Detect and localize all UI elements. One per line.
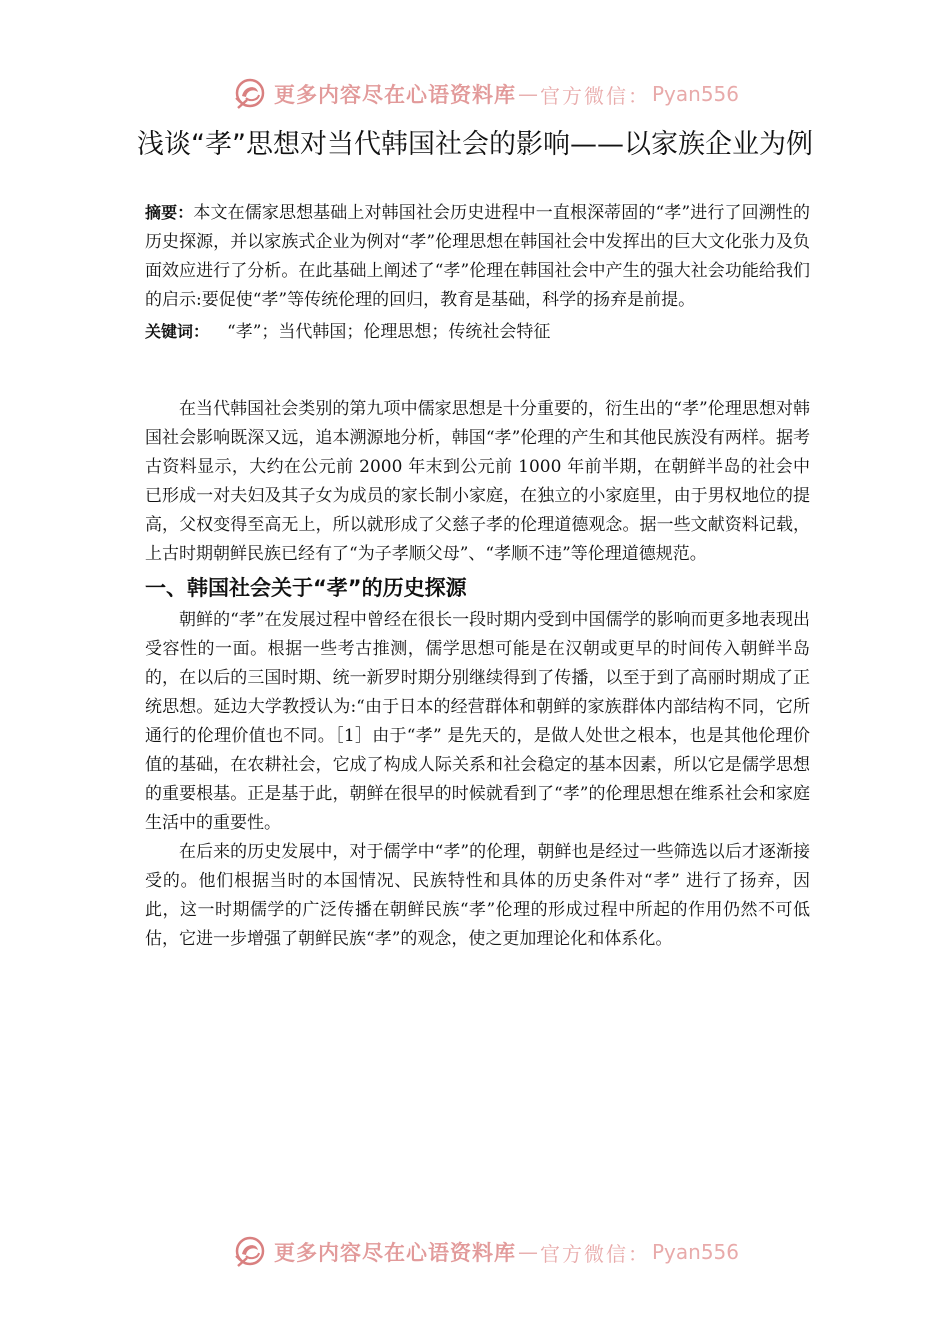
abstract-text: 本文在儒家思想基础上对韩国社会历史进程中一直根深蒂固的“孝”进行了回溯性的历史探源，并以家族式企业为例对“孝”伦理思想在韩国社会中发挥出的巨大文化张力及负面效应进行了分析。在此基础上阐述了“孝”伦理在韩国社会中产生的强大社会功能给我们的启示:要促使“孝”等传统伦理的回归，教育是基础，科学的扬弃是前提。 [145,203,810,310]
watermark-official: 官方微信： [540,83,650,108]
watermark-dash: — [518,1240,538,1264]
section-paragraph-1: 朝鲜的“孝”在发展过程中曾经在很长一段时期内受到中国儒学的影响而更多地表现出受容性的一面。根据一些考古推测，儒学思想可能是在汉朝或更早的时间传入朝鲜半岛的，在以后的三国时期、统一新罗时期分别继续得到了传播，以至于到了高丽时期成了正统思想。延边大学教授认为:“由于日本的经营群体和朝鲜的家族群体内部结构不同，它所通行的伦理价值也不同。［1］由于“孝” 是先天的，是做人处世之根本，也是其他伦理价值的基础，在农耕社会，它成了构成人际关系和社会稳定的基本因素，所以它是儒学思想的重要根基。正是基于此，朝鲜在很早的时候就看到了“孝”的伦理思想在维系社会和家庭生活中的重要性。 [145,610,810,833]
watermark-text: 更多内容尽在心语资料库 [274,82,516,107]
rose-logo-icon [232,1234,268,1270]
abstract-label: 摘要： [145,203,194,222]
keywords-label: 关键词： [145,322,210,341]
watermark-account: Pyan556 [652,82,740,106]
abstract [145,198,810,315]
keywords-text: “孝”；当代韩国；伦理思想；传统社会特征 [227,322,551,342]
watermark-account: Pyan556 [652,1240,740,1264]
watermark-text: 更多内容尽在心语资料库 [274,1240,516,1265]
watermark-dash: — [518,82,538,106]
document-title: 浅谈“孝”思想对当代韩国社会的影响——以家族企业为例 [137,129,813,160]
watermark-official: 官方微信： [540,1241,650,1266]
watermark-header [232,74,739,114]
section-paragraph-2: 在后来的历史发展中，对于儒学中“孝”的伦理，朝鲜也是经过一些筛选以后才逐渐接受的。他们根据当时的本国情况、民族特性和具体的历史条件对“孝” 进行了扬弃，因此，这一时期儒学的广泛传播在朝鲜民族“孝”伦理的形成过程中所起的作用仍然不可低估，它进一步增强了朝鲜民族“孝”的观念，使之更加理论化和体系化。 [145,842,810,949]
watermark-footer [232,1232,739,1272]
document-body [145,198,810,954]
intro-paragraph: 在当代韩国社会类别的第九项中儒家思想是十分重要的，衍生出的“孝”伦理思想对韩国社会影响既深又远，追本溯源地分析，韩国“孝”伦理的产生和其他民族没有两样。据考古资料显示，大约在公元前 2000 年末到公元前 1000 年前半期，在朝鲜半岛的社会中已形成一对夫妇及其子女为成员的家长制小家庭，在独立的小家庭里，由于男权地位的提高，父权变得至高无上，所以就形成了父慈子孝的伦理道德观念。据一些文献资料记载，上古时期朝鲜民族已经有了“为子孝顺父母”、“孝顺不违”等伦理道德规范。 [145,399,810,564]
keywords [145,317,810,347]
section-heading: 一、韩国社会关于“孝”的历史探源 [145,576,467,600]
rose-logo-icon [232,76,268,112]
